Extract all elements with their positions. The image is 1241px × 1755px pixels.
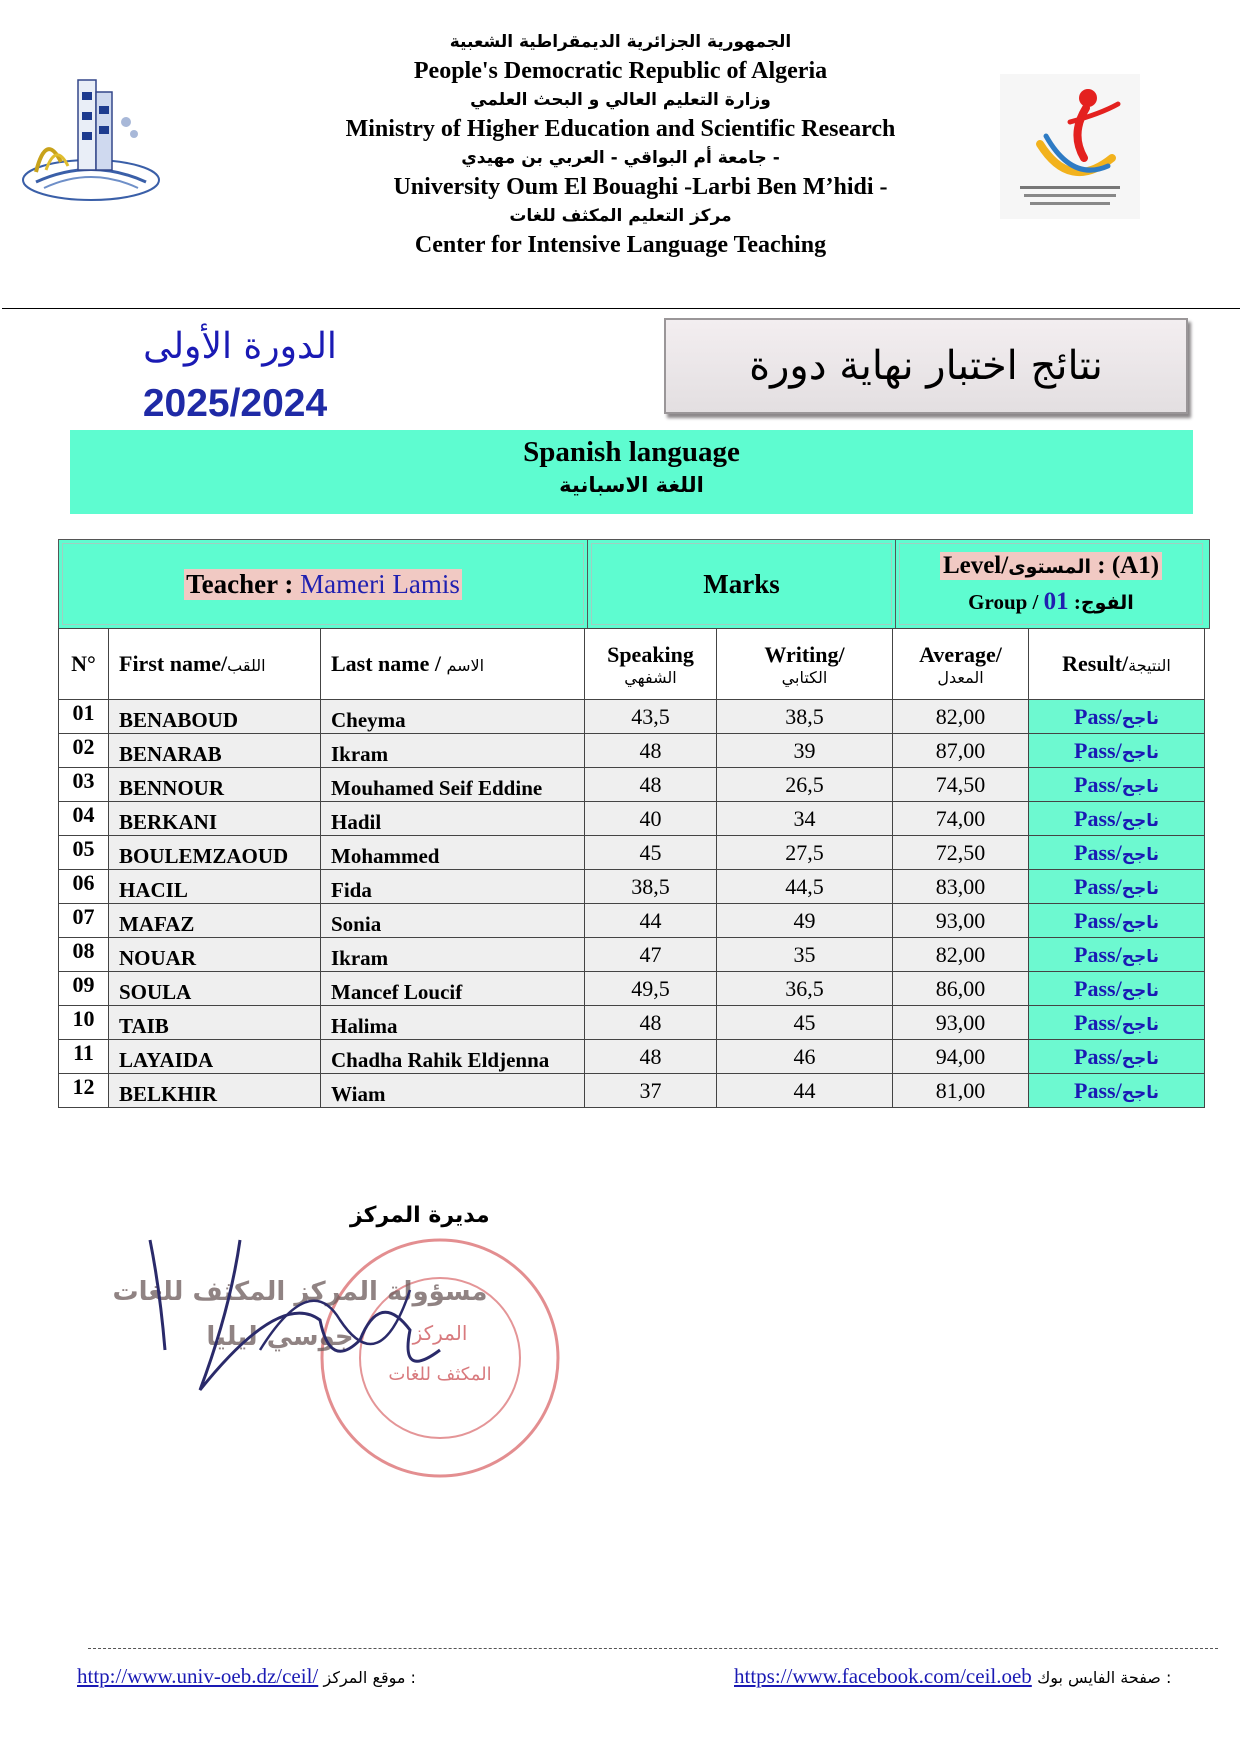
first-name: SOULA [109, 972, 321, 1006]
average-mark: 82,00 [893, 700, 1029, 734]
result-status: Pass/ناجح [1029, 870, 1205, 904]
header-country-en: People's Democratic Republic of Algeria [413, 58, 828, 84]
row-number: 09 [59, 972, 109, 1006]
header-ministry-ar: وزارة التعليم العالي و البحث العلمي [470, 90, 771, 110]
writing-mark: 44,5 [717, 870, 893, 904]
result-status: Pass/ناجح [1029, 938, 1205, 972]
row-number: 03 [59, 768, 109, 802]
teacher-name: Mameri Lamis [300, 568, 460, 599]
teacher-cell [59, 540, 588, 628]
speaking-mark: 45 [585, 836, 717, 870]
table-row [59, 972, 1205, 1006]
speaking-mark: 40 [585, 802, 717, 836]
last-name: Mancef Loucif [321, 972, 585, 1006]
speaking-mark: 44 [585, 904, 717, 938]
teacher-label-wrap [184, 569, 462, 600]
row-number: 06 [59, 870, 109, 904]
last-name: Hadil [321, 802, 585, 836]
row-number: 07 [59, 904, 109, 938]
session-label: الدورة الأولى [143, 326, 337, 367]
writing-mark: 46 [717, 1040, 893, 1074]
level-label-wrap [940, 552, 1162, 580]
col-header-last-name: Last name / الاسم [321, 629, 585, 700]
row-number: 12 [59, 1074, 109, 1108]
header-country-ar: الجمهورية الجزائرية الديمقراطية الشعبية [449, 32, 792, 52]
center-logo [1000, 74, 1140, 219]
subject-name-ar: اللغة الاسبانية [559, 473, 704, 497]
level-label: Level/ [942, 552, 1009, 579]
table-row [59, 734, 1205, 768]
group-number: 01 [1043, 588, 1069, 615]
speaking-mark: 49,5 [585, 972, 717, 1006]
last-name: Sonia [321, 904, 585, 938]
table-row [59, 938, 1205, 972]
col-header-average: Average/ المعدل [893, 629, 1029, 700]
average-mark: 72,50 [893, 836, 1029, 870]
last-name: Wiam [321, 1074, 585, 1108]
average-mark: 82,00 [893, 938, 1029, 972]
result-status: Pass/ناجح [1029, 972, 1205, 1006]
writing-mark: 49 [717, 904, 893, 938]
table-row [59, 1074, 1205, 1108]
svg-text:المكثف للغات: المكثف للغات [388, 1364, 492, 1385]
writing-mark: 35 [717, 938, 893, 972]
footer-divider [88, 1648, 1218, 1649]
writing-mark: 38,5 [717, 700, 893, 734]
average-mark: 74,50 [893, 768, 1029, 802]
results-table [58, 628, 1205, 1108]
first-name: BOULEMZAOUD [109, 836, 321, 870]
level-label-ar: المستوى [1008, 556, 1092, 578]
results-title-box [664, 318, 1188, 414]
table-row [59, 870, 1205, 904]
group-label: Group / [968, 590, 1044, 614]
table-row [59, 802, 1205, 836]
speaking-mark: 38,5 [585, 870, 717, 904]
average-mark: 81,00 [893, 1074, 1029, 1108]
average-mark: 86,00 [893, 972, 1029, 1006]
last-name: Cheyma [321, 700, 585, 734]
table-row [59, 700, 1205, 734]
header-university-ar: جامعة أم البواقي - العربي بن مهيدي - [461, 148, 780, 168]
website-footer [77, 1664, 416, 1689]
writing-mark: 45 [717, 1006, 893, 1040]
result-status: Pass/ناجح [1029, 734, 1205, 768]
col-header-result: Result/النتيجة [1029, 629, 1205, 700]
level-group-cell [896, 540, 1206, 628]
table-row [59, 836, 1205, 870]
header-university-en: University Oum El Bouaghi -Larbi Ben M’hidi - [393, 174, 888, 200]
row-number: 11 [59, 1040, 109, 1074]
row-number: 08 [59, 938, 109, 972]
first-name: TAIB [109, 1006, 321, 1040]
group-sep: : [1068, 590, 1081, 614]
result-status: Pass/ناجح [1029, 768, 1205, 802]
director-title: مديرة المركز [350, 1203, 490, 1228]
table-row [59, 1006, 1205, 1040]
header-center-en: Center for Intensive Language Teaching [414, 232, 827, 258]
row-number: 04 [59, 802, 109, 836]
last-name: Chadha Rahik Eldjenna [321, 1040, 585, 1074]
teacher-label: Teacher : [186, 568, 301, 599]
average-mark: 93,00 [893, 1006, 1029, 1040]
last-name: Fida [321, 870, 585, 904]
table-row [59, 1040, 1205, 1074]
group-label-ar: الفوج [1080, 592, 1134, 614]
average-mark: 93,00 [893, 904, 1029, 938]
average-mark: 74,00 [893, 802, 1029, 836]
subject-name-en: Spanish language [523, 436, 740, 468]
table-header-row [59, 629, 1205, 700]
speaking-mark: 43,5 [585, 700, 717, 734]
facebook-label: : صفحة الفايس بوك [1037, 1668, 1172, 1687]
col-header-no: N° [59, 629, 109, 700]
university-logo [16, 62, 166, 212]
level-value: : (A1) [1091, 552, 1160, 579]
svg-text:جوسي ليليا: جوسي ليليا [206, 1322, 354, 1352]
average-mark: 83,00 [893, 870, 1029, 904]
speaking-mark: 47 [585, 938, 717, 972]
last-name: Mouhamed Seif Eddine [321, 768, 585, 802]
table-row [59, 904, 1205, 938]
facebook-link[interactable]: https://www.facebook.com/ceil.oeb [734, 1664, 1032, 1688]
last-name: Halima [321, 1006, 585, 1040]
svg-text:مسؤولة المركز المكثف للغات: مسؤولة المركز المكثف للغات [112, 1277, 488, 1307]
facebook-footer [734, 1664, 1171, 1689]
subject-banner [70, 430, 1193, 514]
result-status: Pass/ناجح [1029, 802, 1205, 836]
speaking-mark: 48 [585, 1040, 717, 1074]
group-label-wrap [968, 588, 1134, 616]
average-mark: 94,00 [893, 1040, 1029, 1074]
last-name: Mohammed [321, 836, 585, 870]
website-label: : موقع المركز [323, 1668, 416, 1687]
official-stamp-icon [80, 1230, 560, 1490]
writing-mark: 39 [717, 734, 893, 768]
first-name: HACIL [109, 870, 321, 904]
results-title: نتائج اختبار نهاية دورة [749, 343, 1103, 389]
speaking-mark: 48 [585, 1006, 717, 1040]
result-status: Pass/ناجح [1029, 1040, 1205, 1074]
first-name: BENNOUR [109, 768, 321, 802]
writing-mark: 36,5 [717, 972, 893, 1006]
writing-mark: 34 [717, 802, 893, 836]
speaking-mark: 37 [585, 1074, 717, 1108]
row-number: 10 [59, 1006, 109, 1040]
marks-cell [588, 540, 896, 628]
speaking-mark: 48 [585, 768, 717, 802]
header-ministry-en: Ministry of Higher Education and Scientific Research [345, 116, 896, 142]
row-number: 05 [59, 836, 109, 870]
last-name: Ikram [321, 734, 585, 768]
col-header-speaking: Speaking الشفهي [585, 629, 717, 700]
average-mark: 87,00 [893, 734, 1029, 768]
first-name: LAYAIDA [109, 1040, 321, 1074]
first-name: BELKHIR [109, 1074, 321, 1108]
class-info-row [58, 539, 1210, 629]
speaking-mark: 48 [585, 734, 717, 768]
row-number: 01 [59, 700, 109, 734]
header-divider [2, 308, 1240, 309]
col-header-writing: Writing/ الكتابي [717, 629, 893, 700]
first-name: MAFAZ [109, 904, 321, 938]
last-name: Ikram [321, 938, 585, 972]
result-status: Pass/ناجح [1029, 836, 1205, 870]
first-name: BERKANI [109, 802, 321, 836]
row-number: 02 [59, 734, 109, 768]
website-link[interactable]: http://www.univ-oeb.dz/ceil/ [77, 1664, 319, 1688]
header-center-ar: مركز التعليم المكثف للغات [509, 206, 732, 226]
svg-text:المركز: المركز [412, 1321, 468, 1345]
col-header-first-name: First name/اللقب [109, 629, 321, 700]
result-status: Pass/ناجح [1029, 1074, 1205, 1108]
first-name: NOUAR [109, 938, 321, 972]
first-name: BENABOUD [109, 700, 321, 734]
table-row [59, 768, 1205, 802]
session-year: 2025/2024 [142, 382, 328, 425]
marks-label: Marks [703, 568, 780, 599]
first-name: BENARAB [109, 734, 321, 768]
result-status: Pass/ناجح [1029, 700, 1205, 734]
writing-mark: 26,5 [717, 768, 893, 802]
result-status: Pass/ناجح [1029, 1006, 1205, 1040]
writing-mark: 27,5 [717, 836, 893, 870]
result-status: Pass/ناجح [1029, 904, 1205, 938]
writing-mark: 44 [717, 1074, 893, 1108]
